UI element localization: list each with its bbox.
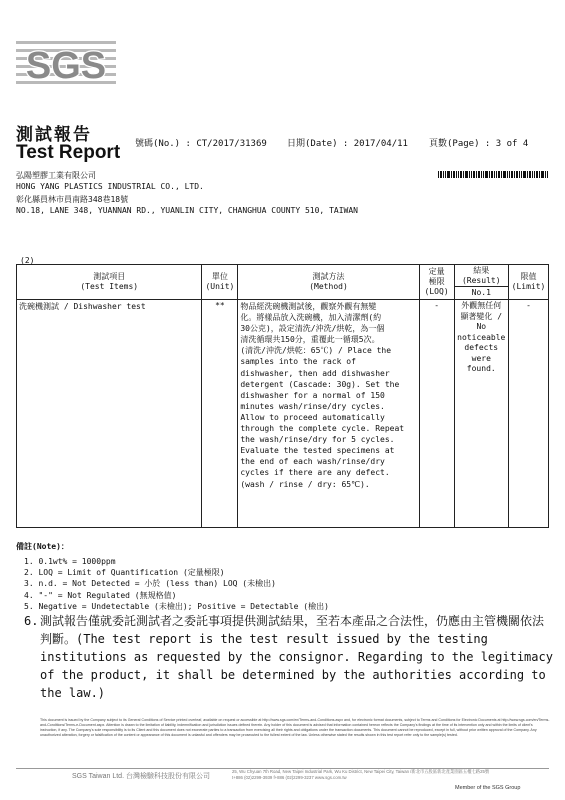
header-test-items — [17, 265, 202, 300]
method-line: (wash / rinse / dry: 65℃). — [240, 479, 370, 489]
cell-limit: - — [509, 300, 549, 528]
title-english: Test Report — [16, 142, 121, 163]
header-result — [454, 265, 508, 300]
header-method-en: (Method) — [309, 282, 348, 291]
report-number: 號碼(No.) : CT/2017/31369 — [135, 139, 267, 149]
method-line: the end of each wash/rinse/dry — [240, 457, 385, 467]
footer-member: Member of the SGS Group — [455, 785, 521, 791]
legal-note-text: 測試報告僅就委託測試者之委託事項提供測試結果，至若本產品之合法性，仍應由主管機關依法判斷。(The test report is the test result issued by the testing institutions as requested by the consignor. Regarding to the legitimacy of the product, it shall be determined by the authorities according to the law.) — [40, 614, 553, 700]
method-line: 化。將樣品放入洗碗機，加入清潔劑(約 — [240, 313, 382, 323]
header-loq — [419, 265, 454, 300]
client-address-chinese: 彰化縣員林市員南路348巷18號 — [16, 195, 129, 204]
method-line: (清洗/沖洗/烘乾：65℃) / Place the — [240, 346, 392, 356]
cell-unit: ** — [202, 300, 238, 528]
cell-method — [238, 300, 419, 528]
header-loq-cn2: 極限 — [428, 277, 445, 286]
note-line: 5. Negative = Undetectable (未檢出); Positive = Detectable (檢出) — [24, 601, 329, 611]
note-line: 1. 0.1wt% = 1000ppm — [24, 557, 116, 566]
method-line: Allow to proceed automatically — [240, 412, 385, 422]
method-line: Evaluate the tested specimens at — [240, 446, 395, 456]
section-label: (2) — [20, 256, 35, 265]
notes-section — [16, 541, 329, 612]
header-limit — [509, 265, 549, 300]
client-name-english: HONG YANG PLASTICS INDUSTRIAL CO., LTD. — [16, 182, 204, 191]
cell-loq: - — [419, 300, 454, 528]
result-line: defects — [464, 343, 499, 352]
method-line: detergent (Cascade: 30g). Set the — [240, 379, 400, 389]
header-unit-en: (Unit) — [205, 282, 235, 291]
result-line: No — [476, 322, 487, 331]
header-limit-cn: 限值 — [520, 272, 537, 281]
table-row — [17, 300, 549, 528]
client-address-english: NO.18, LANE 348, YUANNAN RD., YUANLIN CITY, CHANGHUA COUNTY 510, TAIWAN — [16, 206, 358, 215]
footer-address: 25, Wu Chyuan 7th Road, New Taipei Industrial Park, Wu Ku District, New Taipei City, Taiwan /新北市五股區新北產業園區五權七路25號 — [232, 769, 490, 774]
page-number: 頁數(Page) : 3 of 4 — [429, 139, 529, 149]
sgs-logo — [16, 38, 116, 88]
note-line: 3. n.d. = Not Detected = 小於 (less than) LOQ (未檢出) — [24, 579, 276, 589]
header-item-en: (Test Items) — [80, 282, 139, 291]
footer-contact: t+886 (02)2299-3939 f+886 (02)2299-3237 www.sgs.com.tw — [232, 775, 347, 780]
method-line: dishwasher, then add dishwasher — [240, 368, 390, 378]
cell-result — [454, 300, 508, 528]
method-line: dishwasher for a normal of 150 — [240, 390, 385, 400]
header-unit-cn: 單位 — [211, 272, 228, 281]
method-line: 物品經洗碗機測試後，觀察外觀有無變 — [240, 302, 377, 311]
method-line: through the complete cycle. Repeat — [240, 424, 405, 434]
legal-note — [24, 612, 554, 702]
method-line: samples into the rack of — [240, 357, 356, 367]
header-method — [238, 265, 419, 300]
footer-company: SGS Taiwan Ltd. 台灣檢驗科技股份有限公司 — [72, 773, 210, 780]
result-line: 外觀無任何 — [461, 301, 502, 310]
header-loq-en: (LOQ) — [424, 287, 449, 296]
sgs-logo-graphic — [16, 38, 116, 88]
barcode — [438, 171, 548, 178]
logo-text: SGS — [25, 45, 107, 87]
result-line: were — [471, 353, 491, 363]
test-results-table — [16, 264, 549, 528]
header-result-cn: 結果 — [473, 266, 490, 275]
legal-note-number: 6. — [24, 614, 39, 628]
method-line: cycles if there are any defect. — [240, 468, 390, 478]
notes-heading: 備註(Note)： — [16, 542, 69, 551]
header-item-cn: 測試項目 — [93, 272, 126, 281]
header-unit — [202, 265, 238, 300]
title-chinese: 測試報告 — [16, 125, 92, 145]
method-line: 30公克)，設定清洗/沖洗/烘乾，為一個 — [240, 324, 385, 334]
table-header-row — [17, 265, 549, 300]
header-method-cn: 測試方法 — [312, 272, 345, 281]
disclaimer-text: This document is issued by the Company subject to its General Conditions of Service printed overleaf, available on request or accessible at http://www.sgs.com/en/Terms-and-Conditions.aspx and, for electronic format documents, subject to Terms and Conditions for Electronic Documents at http://www.sgs.com/en/Terms-and-Conditions/Terms-e-Document.aspx. Attention is drawn to the limitation of liability, indemnification and jurisdiction issues defined therein. Any holder of this document is advised that information contained hereon reflects the Company's findings at the time of its intervention only and within the limits of client's instruction, if any. The Company's sole responsibility is to its Client and this document does not exonerate parties to a transaction from exercising all their rights and obligations under the transaction documents. This document cannot be reproduced, except in full, without prior written approval of the Company. Any unauthorized alteration, forgery or falsification of the content or appearance of this document is unlawful and offenders may be prosecuted to the fullest extent of the law. Unless otherwise stated the results shown in this test report refer only to the sample(s) tested. — [40, 718, 550, 737]
report-date: 日期(Date) : 2017/04/11 — [287, 139, 408, 149]
header-result-sample-no: No.1 — [455, 286, 508, 298]
footer-address-block — [232, 769, 489, 781]
note-line: 4. "-" = Not Regulated (無規格值) — [24, 590, 177, 600]
header-limit-en: (Limit) — [511, 282, 546, 291]
header-result-en: (Result) — [461, 276, 501, 285]
result-line: 顯著變化 / — [460, 311, 503, 321]
cell-test-item: 洗碗機測試 / Dishwasher test — [17, 300, 202, 528]
result-line: noticeable — [457, 332, 506, 342]
note-line: 2. LOQ = Limit of Quantification (定量極限) — [24, 568, 225, 578]
result-line: found. — [466, 364, 496, 373]
header-loq-cn1: 定量 — [428, 267, 445, 276]
method-line: the wash/rinse/dry for 5 cycles. — [240, 435, 395, 445]
method-line: 清洗循環共150分，重覆此一循環5次。 — [240, 335, 380, 345]
client-name-chinese: 弘陽塑膠工業有限公司 — [16, 171, 96, 180]
method-line: minutes wash/rinse/dry cycles. — [240, 401, 385, 411]
